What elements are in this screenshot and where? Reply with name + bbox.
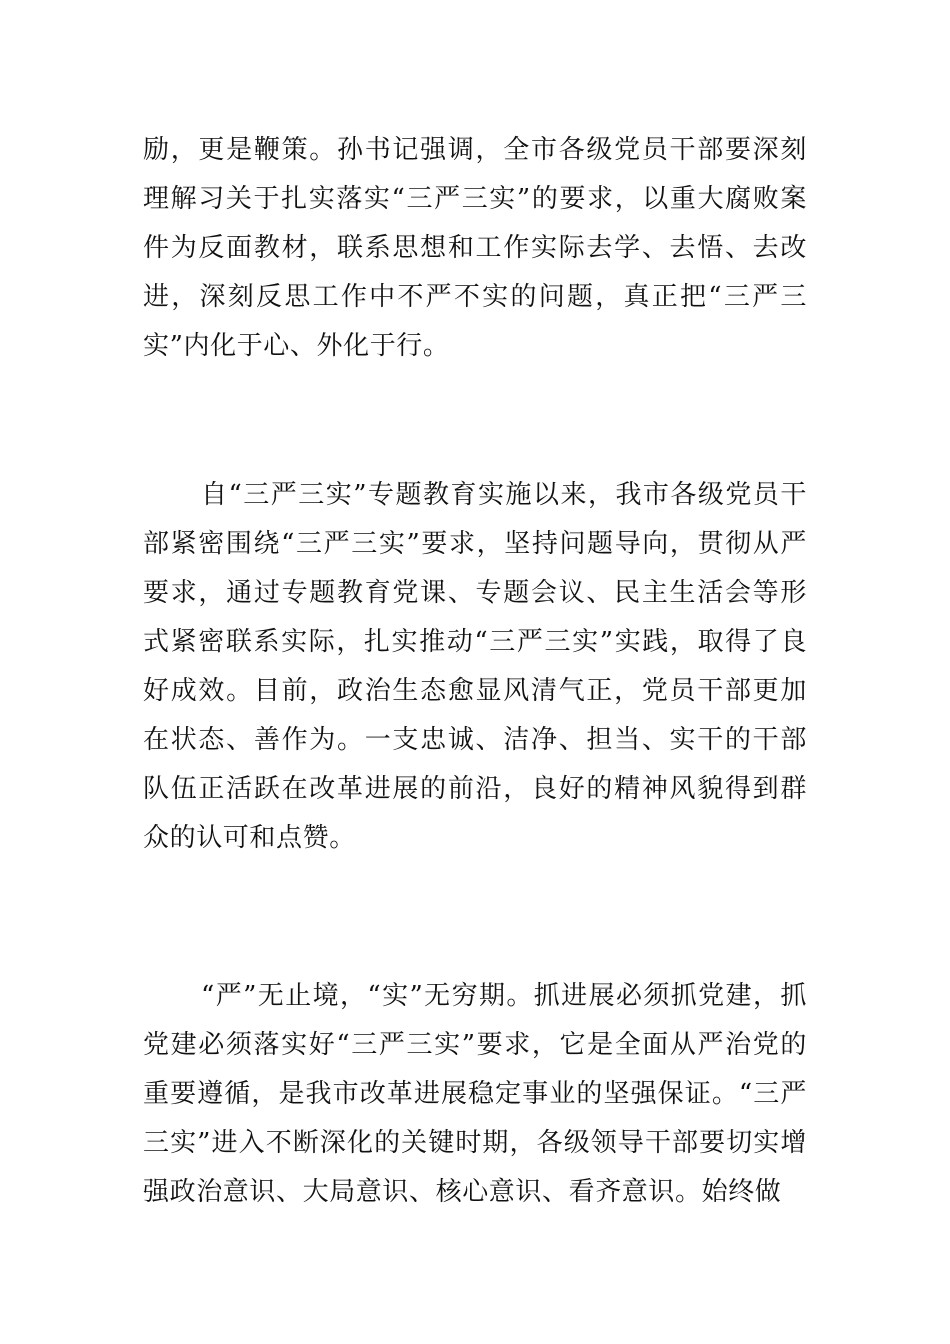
paragraph-continuation: 励，更是鞭策。孙书记强调，全市各级党员干部要深刻理解习关于扎实落实“三严三实”的要求，以重大腐败案件为反面教材，联系思想和工作实际去学、去悟、去改进，深刻反思工作中不严不实的问题，真正把“三严三实”内化于心、外化于行。 <box>143 135 807 361</box>
paragraph-strict-and-practical: “严”无止境，“实”无穷期。抓进展必须抓党建，抓党建必须落实好“三严三实”要求，它是全面从严治党的重要遵循，是我市改革进展稳定事业的坚强保证。“三严三实”进入不断深化的关键时期，各级领导干部要切实增强政治意识、大局意识、核心意识、看齐意识。始终做 <box>143 981 807 1207</box>
paragraph-education-results: 自“三严三实”专题教育实施以来，我市各级党员干部紧密围绕“三严三实”要求，坚持问题导向，贯彻从严要求，通过专题教育党课、专题会议、民主生活会等形式紧密联系实际，扎实推动“三严三实”实践，取得了良好成效。目前，政治生态愈显风清气正，党员干部更加在状态、善作为。一支忠诚、洁净、担当、实干的干部队伍正活跃在改革进展的前沿，良好的精神风貌得到群众的认可和点赞。 <box>143 480 807 853</box>
